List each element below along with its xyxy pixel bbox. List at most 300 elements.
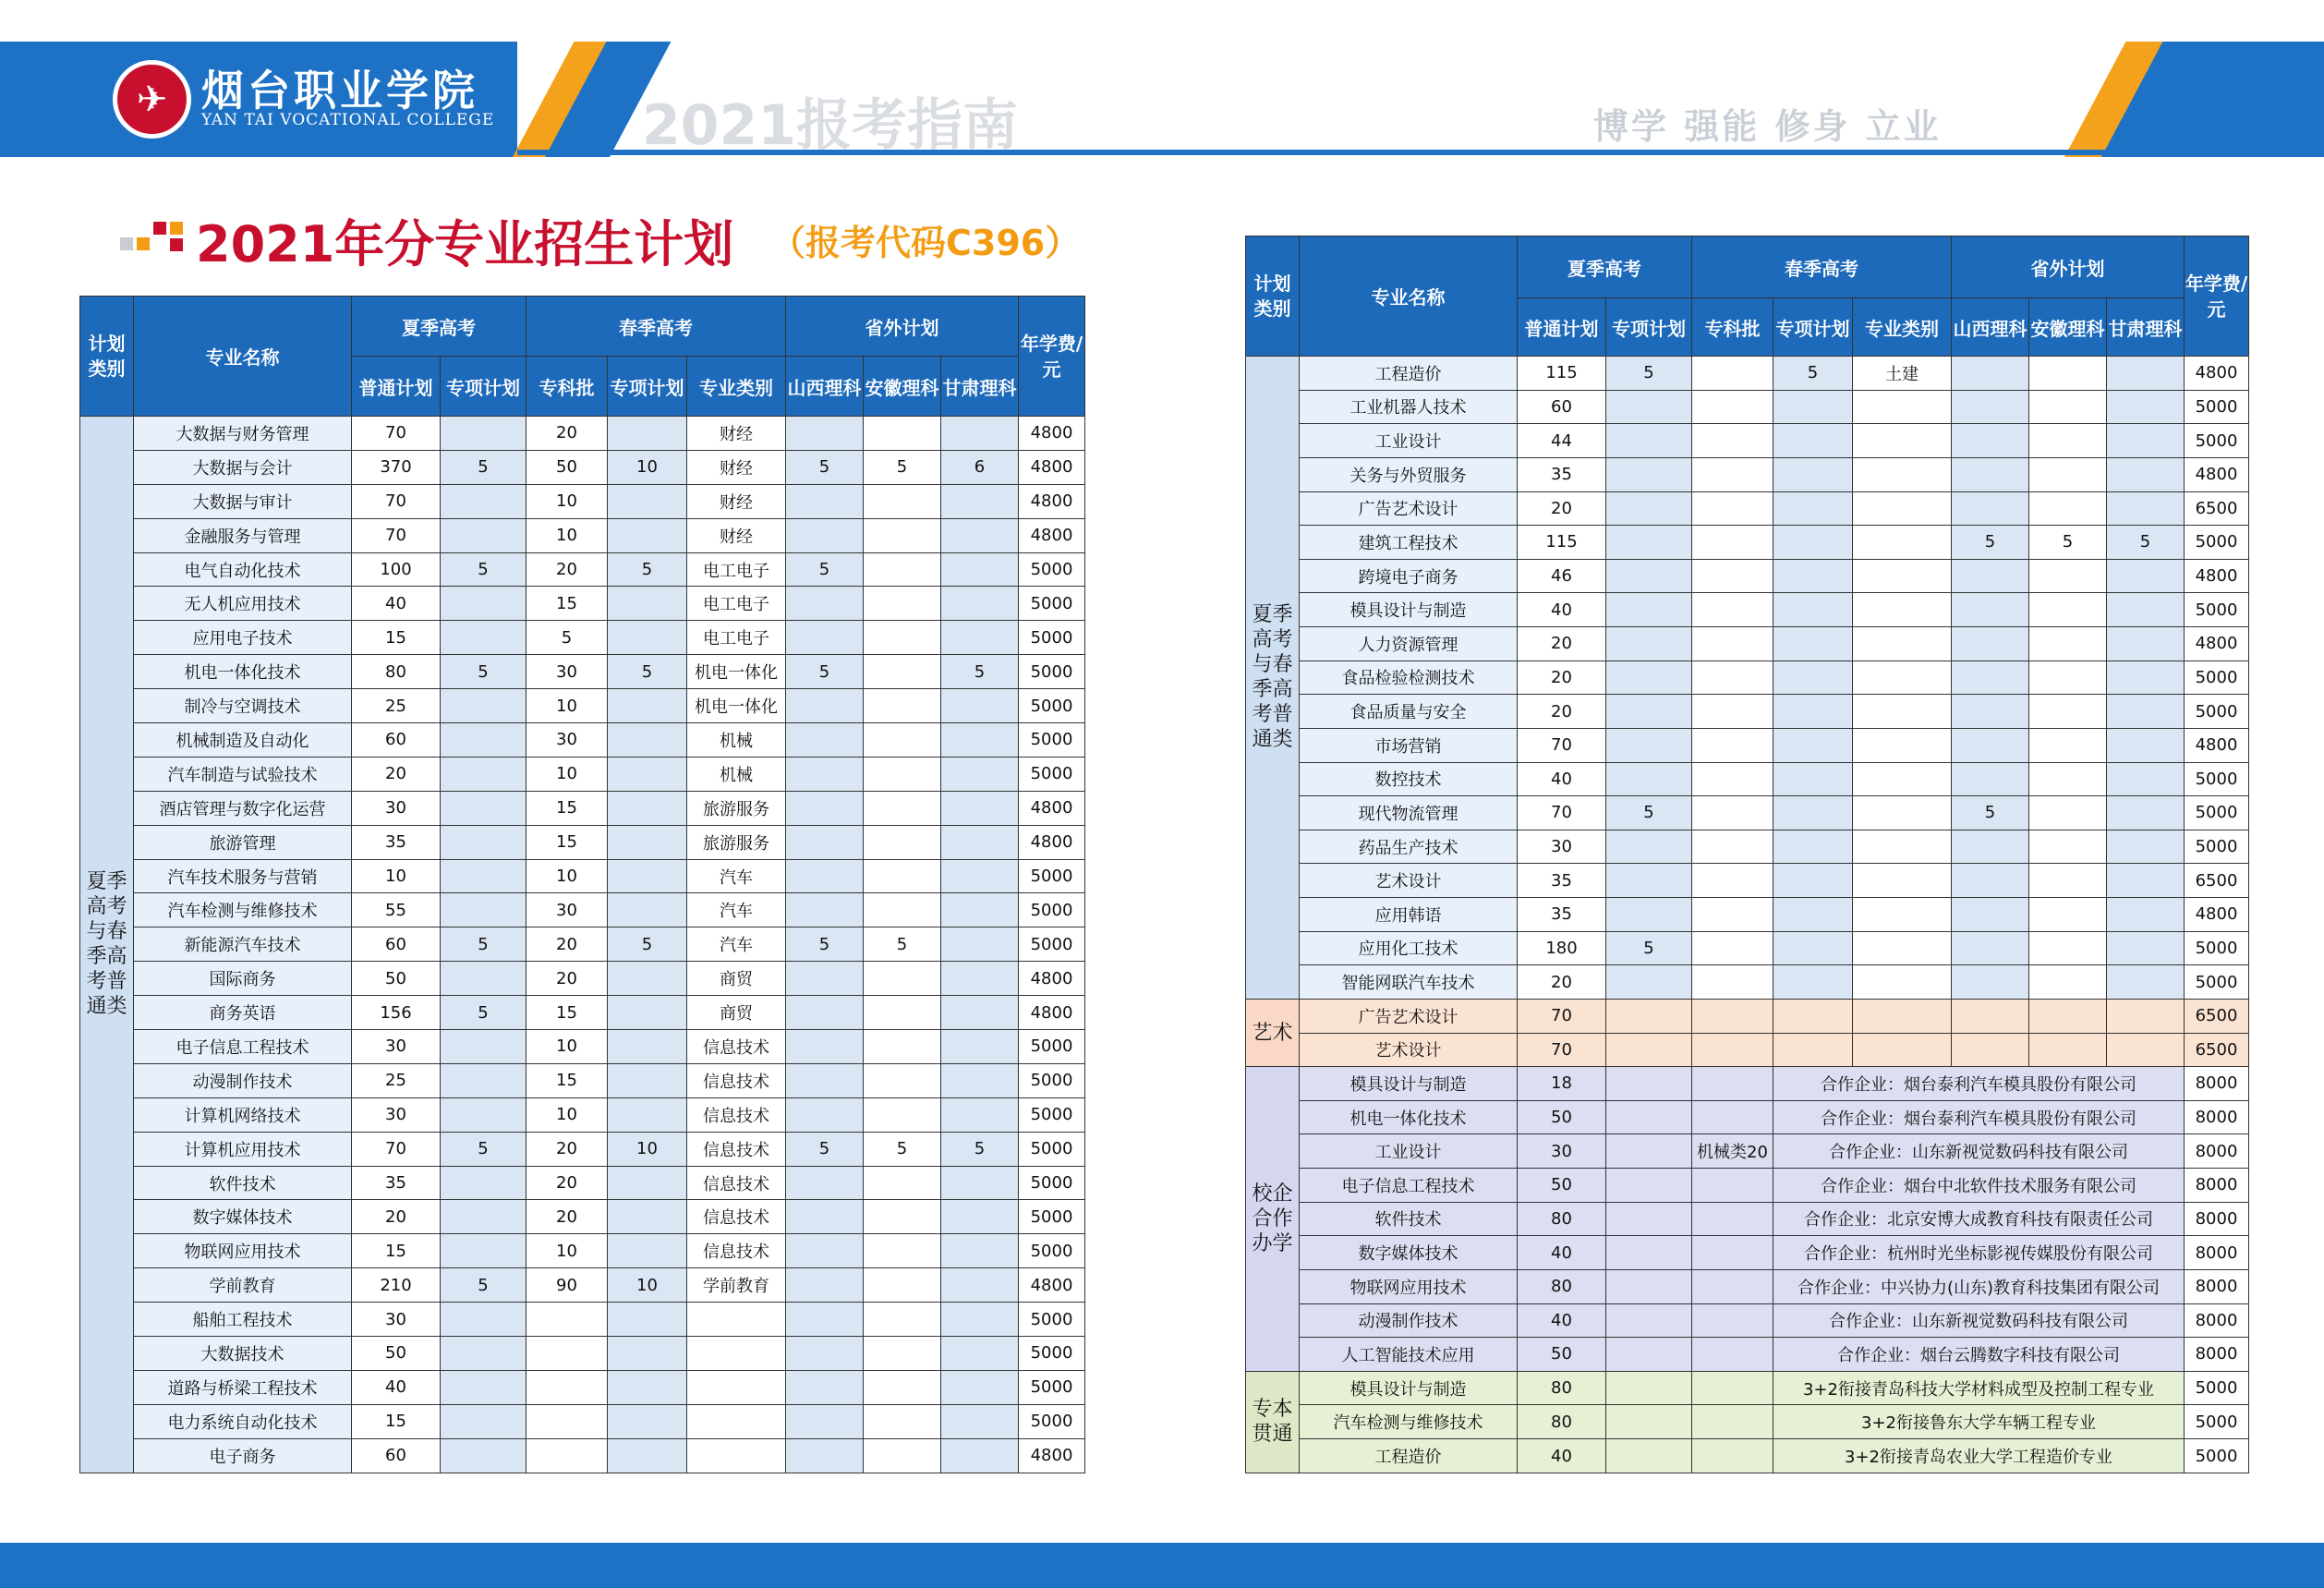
table-row	[1246, 593, 2249, 627]
cell-summer-regular: 100	[352, 552, 441, 587]
cell-summer-special	[441, 1097, 527, 1132]
th-major: 专业名称	[134, 297, 352, 417]
cell-spring-type	[1853, 796, 1952, 830]
cell-major: 计算机应用技术	[134, 1132, 352, 1166]
cell-anhui	[864, 791, 941, 825]
cell-partner-note: 合作企业：烟台中北软件技术服务有限公司	[1773, 1169, 2185, 1203]
cell-gansu	[941, 996, 1019, 1030]
cell-shanxi: 5	[786, 655, 864, 689]
cell-fee: 5000	[2185, 593, 2249, 627]
title-square-icon	[170, 238, 183, 251]
cell-spring-batch	[1692, 457, 1773, 491]
cell-spring-type: 信息技术	[687, 1132, 786, 1166]
th-category: 计划类别	[1246, 236, 1300, 357]
cell-shanxi	[786, 962, 864, 996]
table-row	[1246, 898, 2249, 932]
cell-spring-special	[1773, 661, 1853, 695]
cell-spring-batch	[1692, 728, 1773, 762]
cell-spring-special	[608, 859, 687, 893]
cell-major: 软件技术	[134, 1166, 352, 1200]
cell-gansu	[941, 1166, 1019, 1200]
cell-major: 大数据与会计	[134, 450, 352, 484]
cell-summer-regular: 10	[352, 859, 441, 893]
right-enrollment-table	[1245, 236, 2249, 1473]
cell-anhui: 5	[864, 450, 941, 484]
th-spring: 春季高考	[527, 297, 786, 357]
cell-fee: 5000	[1019, 587, 1085, 621]
th-summer-special: 专项计划	[1606, 298, 1692, 357]
cell-major: 关务与外贸服务	[1300, 457, 1518, 491]
cell-anhui	[864, 1030, 941, 1064]
cell-summer-special	[441, 417, 527, 451]
cell-fee: 8000	[2185, 1338, 2249, 1372]
table-row	[80, 1097, 1085, 1132]
cell-shanxi	[786, 621, 864, 655]
cell-shanxi	[1952, 661, 2029, 695]
cell-fee: 5000	[1019, 552, 1085, 587]
cell-summer-regular: 180	[1518, 931, 1606, 965]
cell-major: 广告艺术设计	[1300, 999, 1518, 1033]
cell-summer-special	[1606, 830, 1692, 864]
cell-major: 机电一体化技术	[1300, 1100, 1518, 1134]
table-row	[80, 1370, 1085, 1404]
cell-summer-special	[441, 1337, 527, 1371]
cell-major: 汽车检测与维修技术	[1300, 1405, 1518, 1439]
th-fee: 年学费/元	[1019, 297, 1085, 417]
cell-summer-special	[1606, 457, 1692, 491]
cell-anhui	[2029, 931, 2107, 965]
cell-summer-regular: 20	[352, 757, 441, 791]
cell-anhui	[2029, 898, 2107, 932]
cell-shanxi: 5	[786, 1132, 864, 1166]
cell-spring-type	[687, 1303, 786, 1337]
cell-empty	[1692, 999, 1773, 1033]
cell-spring-special	[1773, 695, 1853, 729]
cell-gansu	[2107, 695, 2185, 729]
cell-spring-batch	[1692, 1338, 1773, 1372]
cell-shanxi	[786, 1404, 864, 1438]
table-row	[80, 1200, 1085, 1234]
cell-summer-special: 5	[441, 1132, 527, 1166]
cell-major: 艺术设计	[1300, 1033, 1518, 1067]
cell-anhui	[864, 587, 941, 621]
cell-summer-special	[441, 621, 527, 655]
th-summer-regular: 普通计划	[352, 357, 441, 417]
cell-gansu	[941, 1234, 1019, 1268]
table-row	[1246, 526, 2249, 560]
cell-spring-batch: 20	[527, 1200, 608, 1234]
table-row	[80, 518, 1085, 552]
cell-spring-batch: 15	[527, 587, 608, 621]
cell-summer-regular: 210	[352, 1268, 441, 1303]
cell-summer-regular: 15	[352, 621, 441, 655]
cell-shanxi	[786, 1337, 864, 1371]
cell-shanxi	[1952, 695, 2029, 729]
cell-shanxi	[1952, 965, 2029, 1000]
cell-spring-special	[1773, 965, 1853, 1000]
cell-fee: 4800	[1019, 962, 1085, 996]
cell-partner-note: 合作企业：山东新视觉数码科技有限公司	[1773, 1134, 2185, 1169]
cell-gansu	[941, 621, 1019, 655]
cell-summer-special	[1606, 526, 1692, 560]
cell-spring-type: 电工电子	[687, 621, 786, 655]
cell-major: 计算机网络技术	[134, 1097, 352, 1132]
cell-spring-special: 5	[608, 552, 687, 587]
cell-spring-batch	[1692, 424, 1773, 458]
cell-summer-regular: 80	[1518, 1269, 1606, 1303]
cell-fee: 5000	[1019, 1234, 1085, 1268]
th-spring-special: 专项计划	[1773, 298, 1853, 357]
cell-partner-note: 合作企业：杭州时光坐标影视传媒股份有限公司	[1773, 1236, 2185, 1270]
cell-major: 应用化工技术	[1300, 931, 1518, 965]
cell-anhui	[864, 621, 941, 655]
table-row	[80, 621, 1085, 655]
cell-shanxi	[786, 587, 864, 621]
cell-spring-type: 信息技术	[687, 1063, 786, 1097]
cell-shanxi	[786, 689, 864, 723]
cell-gansu	[941, 757, 1019, 791]
cell-major: 商务英语	[134, 996, 352, 1030]
cell-summer-special	[1606, 491, 1692, 526]
cell-spring-batch	[1692, 931, 1773, 965]
cell-summer-regular: 70	[352, 518, 441, 552]
cell-major: 动漫制作技术	[1300, 1303, 1518, 1338]
cell-gansu	[941, 962, 1019, 996]
cell-fee: 5000	[1019, 893, 1085, 927]
cell-major: 跨境电子商务	[1300, 559, 1518, 593]
cell-gansu	[941, 1370, 1019, 1404]
cell-summer-regular: 35	[1518, 864, 1606, 898]
table-row	[1246, 1303, 2249, 1338]
college-emblem-icon: ✈	[113, 60, 191, 139]
table-row	[1246, 424, 2249, 458]
cell-gansu	[941, 927, 1019, 962]
cell-summer-regular: 46	[1518, 559, 1606, 593]
cell-empty	[1952, 1033, 2029, 1067]
th-outside: 省外计划	[1952, 236, 2185, 298]
cell-anhui	[2029, 728, 2107, 762]
cell-gansu	[941, 417, 1019, 451]
cell-anhui	[864, 1404, 941, 1438]
cell-shanxi	[786, 1200, 864, 1234]
cell-anhui	[864, 859, 941, 893]
cell-spring-type	[1853, 593, 1952, 627]
cell-partner-note: 合作企业：烟台泰利汽车模具股份有限公司	[1773, 1067, 2185, 1101]
cell-fee: 4800	[1019, 484, 1085, 518]
cell-fee: 5000	[2185, 1371, 2249, 1405]
cell-spring-type: 土建	[1853, 357, 1952, 391]
cell-anhui	[2029, 457, 2107, 491]
cell-summer-special: 5	[1606, 357, 1692, 391]
cell-summer-special	[1606, 965, 1692, 1000]
cell-spring-batch: 20	[527, 1166, 608, 1200]
cell-fee: 6500	[2185, 999, 2249, 1033]
cell-spring-batch: 20	[527, 552, 608, 587]
cell-spring-batch	[1692, 1067, 1773, 1101]
table-row	[80, 791, 1085, 825]
cell-summer-special	[1606, 1269, 1692, 1303]
table-row	[1246, 728, 2249, 762]
cell-fee: 5000	[2185, 424, 2249, 458]
cell-partner-note: 合作企业：山东新视觉数码科技有限公司	[1773, 1303, 2185, 1338]
cell-major: 大数据与财务管理	[134, 417, 352, 451]
title-square-icon	[170, 222, 183, 235]
cell-articulation-note: 3+2衔接青岛农业大学工程造价专业	[1773, 1439, 2185, 1473]
th-spring-special: 专项计划	[608, 357, 687, 417]
cell-spring-type	[687, 1370, 786, 1404]
cell-spring-batch	[1692, 898, 1773, 932]
page-subtitle: （报考代码C396）	[770, 223, 1081, 263]
cell-fee: 6500	[2185, 491, 2249, 526]
cell-spring-batch: 15	[527, 791, 608, 825]
cell-spring-batch	[527, 1303, 608, 1337]
cell-spring-batch: 20	[527, 927, 608, 962]
cell-summer-regular: 70	[1518, 999, 1606, 1033]
table-row	[1246, 1033, 2249, 1067]
table-row	[1246, 1202, 2249, 1236]
category-coop: 校企合作办学	[1246, 1067, 1300, 1372]
cell-major: 应用韩语	[1300, 898, 1518, 932]
cell-spring-type: 旅游服务	[687, 791, 786, 825]
cell-summer-regular: 20	[352, 1200, 441, 1234]
cell-anhui	[864, 1097, 941, 1132]
cell-summer-regular: 70	[352, 417, 441, 451]
cell-major: 食品检验检测技术	[1300, 661, 1518, 695]
cell-spring-special	[1773, 424, 1853, 458]
cell-summer-regular: 50	[352, 962, 441, 996]
cell-shanxi	[1952, 898, 2029, 932]
cell-fee: 5000	[1019, 1132, 1085, 1166]
cell-summer-regular: 70	[1518, 1033, 1606, 1067]
th-major: 专业名称	[1300, 236, 1518, 357]
cell-spring-special	[1773, 457, 1853, 491]
cell-summer-regular: 50	[1518, 1338, 1606, 1372]
cell-summer-special	[1606, 695, 1692, 729]
cell-major: 模具设计与制造	[1300, 1067, 1518, 1101]
cell-shanxi	[786, 1063, 864, 1097]
cell-shanxi: 5	[786, 927, 864, 962]
cell-fee: 5000	[1019, 1404, 1085, 1438]
cell-summer-regular: 25	[352, 1063, 441, 1097]
cell-fee: 4800	[1019, 1268, 1085, 1303]
cell-anhui	[2029, 864, 2107, 898]
cell-anhui	[2029, 965, 2107, 1000]
cell-anhui	[2029, 627, 2107, 661]
cell-summer-special	[441, 1404, 527, 1438]
cell-shanxi	[1952, 931, 2029, 965]
cell-major: 工程造价	[1300, 1439, 1518, 1473]
cell-major: 建筑工程技术	[1300, 526, 1518, 560]
cell-summer-regular: 15	[352, 1404, 441, 1438]
cell-spring-batch: 10	[527, 518, 608, 552]
cell-empty	[2029, 1033, 2107, 1067]
cell-summer-regular: 35	[1518, 457, 1606, 491]
cell-summer-special	[1606, 1169, 1692, 1203]
cell-summer-special	[1606, 1202, 1692, 1236]
cell-summer-regular: 80	[352, 655, 441, 689]
cell-shanxi	[1952, 627, 2029, 661]
cell-spring-batch	[1692, 390, 1773, 424]
cell-empty	[1606, 999, 1692, 1033]
cell-gansu	[941, 1303, 1019, 1337]
cell-summer-regular: 40	[1518, 1303, 1606, 1338]
cell-spring-type	[1853, 695, 1952, 729]
cell-spring-type: 财经	[687, 417, 786, 451]
cell-gansu	[2107, 424, 2185, 458]
cell-summer-regular: 60	[352, 1438, 441, 1473]
cell-shanxi	[786, 893, 864, 927]
cell-gansu	[2107, 965, 2185, 1000]
table-row	[1246, 864, 2249, 898]
cell-spring-special	[608, 1234, 687, 1268]
cell-spring-special	[608, 723, 687, 758]
cell-fee: 5000	[1019, 1030, 1085, 1064]
table-row	[80, 1132, 1085, 1166]
cell-summer-special	[441, 859, 527, 893]
th-summer: 夏季高考	[352, 297, 527, 357]
cell-gansu	[2107, 762, 2185, 796]
cell-spring-batch: 10	[527, 757, 608, 791]
cell-spring-special	[608, 689, 687, 723]
cell-fee: 5000	[1019, 1063, 1085, 1097]
cell-summer-special	[441, 1166, 527, 1200]
cell-gansu	[2107, 593, 2185, 627]
cell-shanxi	[1952, 424, 2029, 458]
cell-spring-type: 旅游服务	[687, 825, 786, 859]
cell-gansu	[941, 1337, 1019, 1371]
cell-major: 物联网应用技术	[134, 1234, 352, 1268]
cell-anhui	[864, 1268, 941, 1303]
cell-major: 汽车技术服务与营销	[134, 859, 352, 893]
cell-fee: 4800	[1019, 417, 1085, 451]
table-row	[1246, 390, 2249, 424]
cell-spring-special: 5	[608, 655, 687, 689]
cell-summer-special	[441, 689, 527, 723]
cell-fee: 4800	[1019, 791, 1085, 825]
cell-fee: 4800	[1019, 1438, 1085, 1473]
cell-fee: 5000	[2185, 965, 2249, 1000]
cell-fee: 5000	[1019, 1303, 1085, 1337]
cell-shanxi	[786, 723, 864, 758]
cell-gansu	[941, 1097, 1019, 1132]
cell-spring-batch: 10	[527, 484, 608, 518]
cell-shanxi	[786, 791, 864, 825]
cell-summer-special	[1606, 864, 1692, 898]
th-summer: 夏季高考	[1518, 236, 1692, 298]
cell-summer-regular: 156	[352, 996, 441, 1030]
cell-summer-special	[1606, 661, 1692, 695]
cell-spring-type	[1853, 424, 1952, 458]
cell-summer-regular: 20	[1518, 965, 1606, 1000]
cell-gansu	[941, 587, 1019, 621]
cell-spring-batch	[1692, 1303, 1773, 1338]
cell-anhui	[864, 552, 941, 587]
cell-shanxi	[1952, 762, 2029, 796]
cell-fee: 5000	[2185, 390, 2249, 424]
cell-fee: 5000	[1019, 1370, 1085, 1404]
cell-summer-special	[1606, 1100, 1692, 1134]
cell-fee: 8000	[2185, 1202, 2249, 1236]
cell-spring-special	[608, 518, 687, 552]
cell-major: 道路与桥梁工程技术	[134, 1370, 352, 1404]
cell-summer-regular: 25	[352, 689, 441, 723]
cell-spring-type	[687, 1337, 786, 1371]
table-row	[80, 1166, 1085, 1200]
cell-gansu	[2107, 830, 2185, 864]
cell-fee: 4800	[1019, 996, 1085, 1030]
cell-spring-batch	[1692, 1269, 1773, 1303]
cell-spring-type: 机电一体化	[687, 689, 786, 723]
cell-spring-type	[1853, 762, 1952, 796]
cell-anhui	[864, 1234, 941, 1268]
table-row	[1246, 661, 2249, 695]
th-spring: 春季高考	[1692, 236, 1952, 298]
cell-fee: 4800	[2185, 559, 2249, 593]
cell-summer-regular: 44	[1518, 424, 1606, 458]
cell-summer-regular: 18	[1518, 1067, 1606, 1101]
table-row	[80, 1063, 1085, 1097]
cell-fee: 4800	[2185, 457, 2249, 491]
cell-empty	[2107, 1033, 2185, 1067]
cell-summer-regular: 40	[1518, 762, 1606, 796]
cell-summer-regular: 60	[352, 927, 441, 962]
cell-summer-regular: 15	[352, 1234, 441, 1268]
cell-anhui	[864, 1337, 941, 1371]
table-row	[1246, 1269, 2249, 1303]
cell-gansu	[941, 1030, 1019, 1064]
cell-spring-batch: 90	[527, 1268, 608, 1303]
cell-spring-special	[608, 1200, 687, 1234]
cell-summer-special	[1606, 1134, 1692, 1169]
cell-gansu	[941, 791, 1019, 825]
cell-major: 模具设计与制造	[1300, 593, 1518, 627]
cell-summer-special: 5	[441, 450, 527, 484]
table-row	[80, 450, 1085, 484]
cell-spring-type	[1853, 390, 1952, 424]
school-name-en: YAN TAI VOCATIONAL COLLEGE	[201, 111, 495, 129]
cell-empty	[1773, 999, 1853, 1033]
page-title: 2021年分专业招生计划	[196, 215, 734, 273]
cell-summer-regular: 30	[352, 1303, 441, 1337]
table-row	[80, 689, 1085, 723]
th-fee: 年学费/元	[2185, 236, 2249, 357]
cell-spring-special	[608, 1166, 687, 1200]
cell-spring-type: 机械	[687, 723, 786, 758]
table-row	[1246, 999, 2249, 1033]
cell-summer-special: 5	[441, 996, 527, 1030]
table-row	[1246, 1134, 2249, 1169]
cell-gansu	[2107, 457, 2185, 491]
school-name-cn: 烟台职业学院	[201, 66, 478, 115]
cell-partner-note: 合作企业：烟台泰利汽车模具股份有限公司	[1773, 1100, 2185, 1134]
cell-fee: 4800	[1019, 518, 1085, 552]
cell-spring-batch	[1692, 627, 1773, 661]
table-row	[1246, 931, 2249, 965]
cell-summer-special: 5	[1606, 796, 1692, 830]
cell-summer-special	[1606, 1405, 1692, 1439]
cell-spring-batch: 10	[527, 1097, 608, 1132]
cell-gansu	[941, 893, 1019, 927]
cell-anhui	[2029, 830, 2107, 864]
table-row	[80, 484, 1085, 518]
cell-summer-special	[441, 1303, 527, 1337]
cell-spring-special	[1773, 593, 1853, 627]
cell-anhui	[2029, 593, 2107, 627]
th-summer-regular: 普通计划	[1518, 298, 1606, 357]
cell-gansu	[941, 518, 1019, 552]
cell-summer-regular: 80	[1518, 1202, 1606, 1236]
cell-fee: 5000	[2185, 931, 2249, 965]
